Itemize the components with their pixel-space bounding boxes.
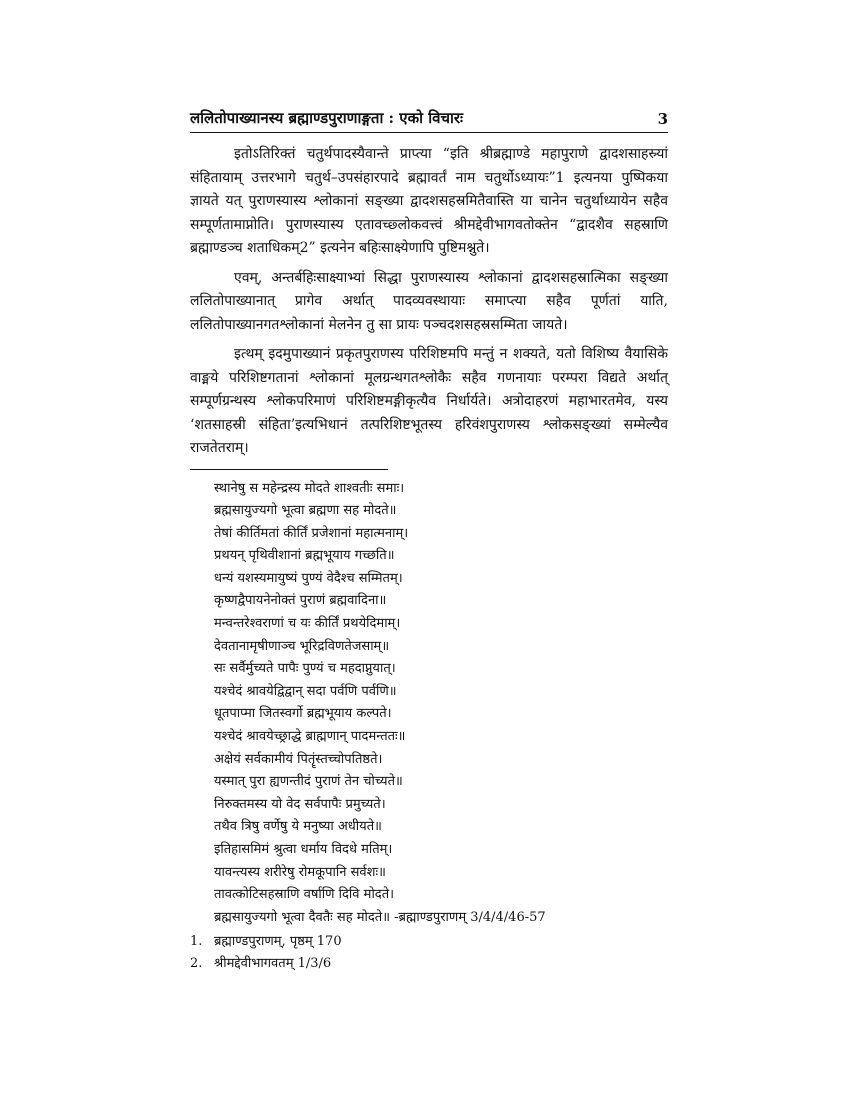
- paragraph-1: इतोऽतिरिक्तं चतुर्थपादस्यैवान्ते प्राप्त्या “इति श्रीब्रह्माण्डे महापुराणे द्वादशसाहस्र्यां संहितायाम् उत्तरभागे चतुर्थ–उपसंहारपादे ब्रह्मावर्तं नाम चतुर्थोऽध्यायः”1 इत्यनया पुष्पिकया ज्ञायते यत् पुराणस्यास्य श्लोकानां सङ्ख्या द्वादशसहस्रमितैवास्ति या चानेन चतुर्थाध्यायेन सहैव सम्पूर्णतामाप्नोति। पुराणस्यास्य एतावच्छ्लोकवत्त्वं श्रीमद्देवीभागवतोक्तेन “द्वादशैव सहस्राणि ब्रह्माण्डञ्च शताधिकम्2” इत्यनेन बहिःसाक्ष्येणापि पुष्टिमश्नुते।: [190, 146, 668, 256]
- verse-line: यस्मात् पुरा ह्यणन्तीदं पुराणं तेन चोच्यते॥: [214, 774, 403, 790]
- footnote-number: 1.: [190, 934, 203, 950]
- verse-line: तेषां कीर्तिमतां कीर्तिं प्रजेशानां महात्मनाम्।: [214, 525, 409, 541]
- running-header: [190, 108, 668, 133]
- verse-line: सः सर्वैर्मुच्यते पापैः पुण्यं च महदाप्नुयात्।: [214, 661, 396, 677]
- verse-line: निरुक्तमस्य यो वेद सर्वपापैः प्रमुच्यते।: [214, 796, 386, 812]
- verse-line: मन्वन्तरेश्वराणां च यः कीर्तिं प्रथयेदिमाम्।: [214, 616, 401, 632]
- verse-line: धन्यं यशस्यमायुष्यं पुण्यं वेदैश्च सम्मितम्।: [214, 570, 403, 586]
- verse-line: अक्षेयं सर्वकामीयं पितॄंस्तच्चोपतिष्ठते।: [214, 751, 383, 767]
- verse-line: तावत्कोटिसहस्राणि वर्षाणि दिवि मोदते।: [214, 887, 395, 903]
- paragraph-3: इत्थम् इदमुपाख्यानं प्रकृतपुराणस्य परिशिष्टमपि मन्तुं न शक्यते, यतो विशिष्य वैयासिके वाङ्मये परिशिष्टगतानां श्लोकानां मूलग्रन्थगतश्लोकैः सहैव गणनायाः परम्परा विद्यते अर्थात् सम्पूर्णग्रन्थस्य श्लोकपरिमाणं परिशिष्टमङ्गीकृत्यैव निर्धार्यते। अत्रोदाहरणं महाभारतमेव, यस्य ‘शतसाहस्री संहिता’इत्यभिधानं तत्परिशिष्टभूतस्य हरिवंशपुराणस्य श्लोकसङ्ख्यां सम्मेल्यैव राजतेतराम्।: [190, 346, 668, 456]
- footnote-number: 2.: [190, 956, 203, 972]
- verse-line: यश्चेदं श्रावयेच्छ्राद्धे ब्राह्मणान् पादमन्ततः॥: [214, 729, 406, 745]
- verse-footnote-block: [190, 478, 668, 930]
- footnote-2: [190, 953, 668, 975]
- verse-line: कृष्णद्वैपायनेनोक्तं पुराणं ब्रह्मवादिना॥: [214, 593, 387, 609]
- footnote-separator: [190, 469, 388, 470]
- paragraph-2: एवम्, अन्तर्बहिःसाक्ष्याभ्यां सिद्धा पुराणस्यास्य श्लोकानां द्वादशसहस्रात्मिका सङ्ख्या ललितोपाख्यानात् प्रागेव अर्थात् पादव्यवस्थायाः समाप्त्या सहैव पूर्णतां याति, ललितोपाख्यानगतश्लोकानां मेलनेन तु सा प्रायः पञ्चदशसहस्रसम्मिता जायते।: [190, 269, 668, 333]
- verse-line: स्थानेषु स महेन्द्रस्य मोदते शाश्वतीः समाः।: [214, 480, 405, 496]
- footnote-1: [190, 931, 668, 953]
- verse-line: ब्रह्मसायुज्यगो भूत्वा दैवतैः सह मोदते॥ -ब्रह्माण्डपुराणम् 3/4/4/46-57: [214, 909, 546, 925]
- verse-line: इतिहासमिमं श्रुत्वा धर्माय विदधे मतिम्।: [214, 842, 393, 857]
- footnotes: [190, 931, 668, 975]
- header-title: ललितोपाख्यानस्य ब्रह्माण्डपुराणाङ्गता : एको विचारः: [190, 109, 464, 127]
- document-page: [190, 108, 668, 975]
- verse-line: देवतानामृषीणाञ्च भूरिद्रविणतेजसाम्॥: [214, 638, 390, 654]
- footnote-text: श्रीमद्देवीभागवतम् 1/3/6: [214, 956, 332, 972]
- verse-line: यावन्त्यस्य शरीरेषु रोमकूपानि सर्वशः॥: [214, 864, 386, 880]
- verse-line: प्रथयन् पृथिवीशानां ब्रह्मभूयाय गच्छति॥: [214, 548, 395, 564]
- page-number: 3: [657, 110, 668, 128]
- verse-line: यश्चेदं श्रावयेद्विद्वान् सदा पर्वणि पर्वणि॥: [214, 683, 397, 699]
- verse-line: धूतपाप्मा जितस्वर्गो ब्रह्मभूयाय कल्पते।: [214, 706, 392, 722]
- verse-line: ब्रह्मसायुज्यगो भूत्वा ब्रह्मणा सह मोदते॥: [214, 503, 397, 519]
- footnote-text: ब्रह्माण्डपुराणम्, पृष्ठम् 170: [214, 934, 342, 950]
- verse-line: तथैव त्रिषु वर्णेषु ये मनुष्या अधीयते॥: [214, 819, 382, 835]
